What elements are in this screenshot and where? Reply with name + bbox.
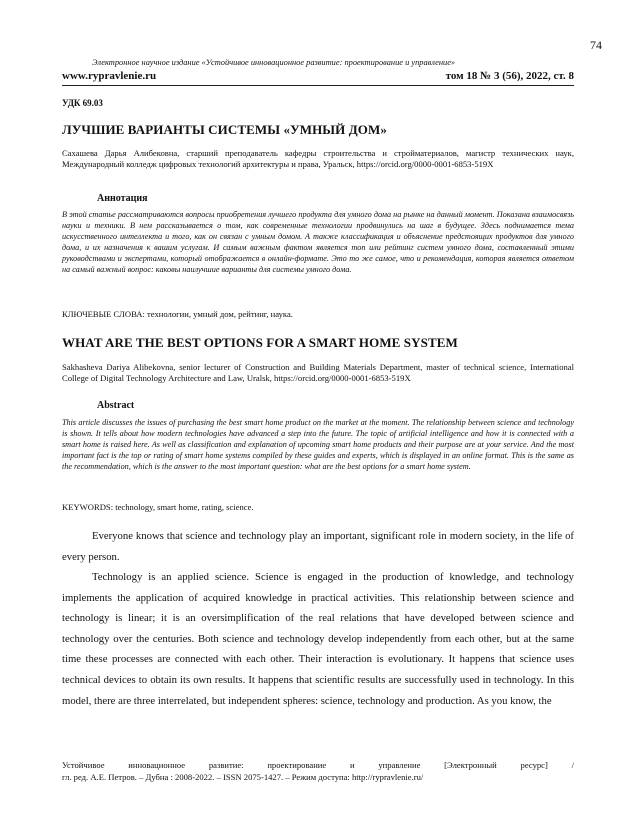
russian-author-info: Сахашева Дарья Алибековна, старший преподаватель кафедры строительства и стройматериалов, магистр технических наук, Международный колледж цифровых технологий архитектуры и права, Уральск, https://orcid.org/0000-0001-6853-519X bbox=[62, 148, 574, 169]
header-divider bbox=[62, 85, 574, 86]
journal-website: www.rypravlenie.ru bbox=[62, 70, 157, 82]
footer-citation-line-1: Устойчивое инновационное развитие: проектирование и управление [Электронный ресурс] / bbox=[62, 760, 574, 770]
issue-info: том 18 № 3 (56), 2022, ст. 8 bbox=[445, 70, 574, 82]
body-paragraph-2: Technology is an applied science. Science is engaged in the production of knowledge, and technology implements the application of acquired knowledge in practical activities. This relationship between science and technology is linear; it is an oversimplification of the real relations that have developed between science and technology over the centuries. Both science and technology develop independently from each other, but at the same time these processes are connected with each other. Their interaction is evolutionary. It happens that science uses technical devices to obtain its own results. It happens that scientific results are successfully used in technology. In this model, there are three interrelated, but independent spheres: science, technology and production. As you know, the bbox=[62, 571, 574, 707]
russian-title: ЛУЧШИЕ ВАРИАНТЫ СИСТЕМЫ «УМНЫЙ ДОМ» bbox=[62, 122, 387, 137]
english-abstract-heading: Abstract bbox=[97, 400, 135, 411]
english-keywords: KEYWORDS: technology, smart home, rating, science. bbox=[62, 502, 254, 512]
english-author-info: Sakhasheva Dariya Alibekovna, senior lecturer of Construction and Building Materials Department, master of technical science, International College of Digital Technology Architecture and Law, Uralsk, https://orcid.org/0000-0001-6853-519X bbox=[62, 362, 574, 383]
udk-code: УДК 69.03 bbox=[62, 98, 103, 108]
english-abstract-text: This article discusses the issues of purchasing the best smart home product on the market at the moment. The relationship between science and technology is shown. It tells about how modern technologies have advanced a step into the future. The topic of artificial intelligence and how it is connected with a smart home is raised here. As well as classification and explanation of upcoming smart home products and their purpose are at your service. And the most important fact is the top or rating of smart home systems compiled by these guides and experts, which is displayed in an online format. This is the same as the recommendation, which is the answer to the most important question: what are the best options for a smart home system. bbox=[62, 418, 574, 471]
russian-abstract-heading: Аннотация bbox=[97, 193, 148, 204]
english-title: WHAT ARE THE BEST OPTIONS FOR A SMART HOME SYSTEM bbox=[62, 335, 458, 350]
journal-title: Электронное научное издание «Устойчивое инновационное развитие: проектирование и управление» bbox=[92, 58, 456, 67]
russian-abstract-text: В этой статье рассматриваются вопросы приобретения лучшего продукта для умного дома на рынке на данный момент. Показана взаимосвязь науки и техники. В нем рассказывается о том, как современные технологии продвинулись на шаг в будущее. Здесь поднимается тема искусственного интеллекта и того, как он связан с умным домом. А также классификация и объяснение предстоящих продуктов для умного дома, и их назначения к вашим услугам. И самым важным фактом является топ или рейтинг систем умного дома, составленный этими руководствами и экспертами, который отображается в онлайн-формате. Это то же самое, что и рекомендация, которая является ответом на самый важный вопрос: каковы наилучшие варианты для системы умного дома. bbox=[62, 210, 574, 274]
page-number: 74 bbox=[590, 38, 602, 52]
footer-citation-line-2: гл. ред. А.Е. Петров. – Дубна : 2008-2022. – ISSN 2075-1427. – Режим доступа: http://rypravlenie.ru/ bbox=[62, 772, 424, 782]
body-paragraph-1: Everyone knows that science and technology play an important, significant role in modern society, in the life of every person. bbox=[62, 530, 574, 563]
russian-keywords: КЛЮЧЕВЫЕ СЛОВА: технологии, умный дом, рейтинг, наука. bbox=[62, 309, 293, 319]
